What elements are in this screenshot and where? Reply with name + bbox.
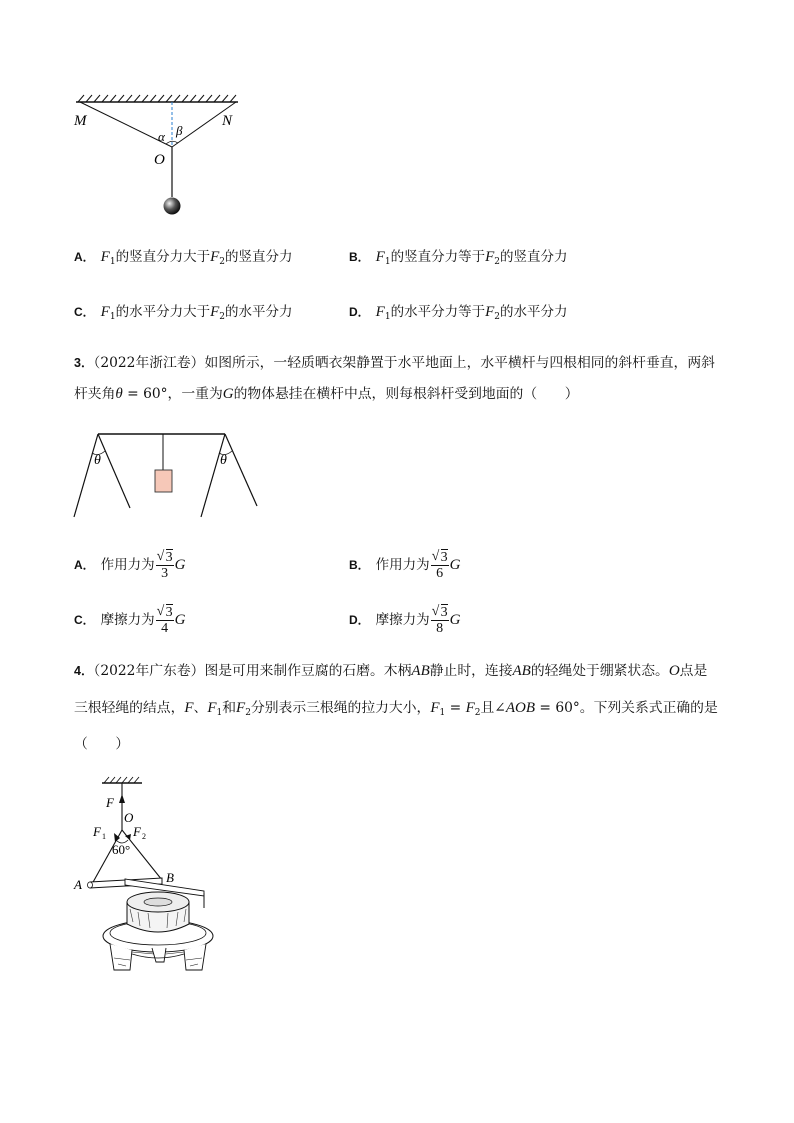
sub: 1 bbox=[384, 312, 391, 322]
question-text: 静止时，连接 bbox=[429, 663, 513, 679]
var-g: G bbox=[449, 557, 461, 573]
question-text: 的物体悬挂在横杆中点，则每根斜杆受到地面的（ ） bbox=[233, 386, 579, 402]
question-text: 且∠ bbox=[480, 700, 506, 716]
figure-suspended-ball bbox=[70, 92, 250, 222]
label-b: B bbox=[166, 870, 174, 885]
option-text: 的水平分力 bbox=[499, 304, 568, 320]
denominator: 6 bbox=[436, 566, 444, 581]
option-text: 的水平分力 bbox=[224, 304, 293, 320]
option-d[interactable] bbox=[349, 602, 461, 638]
label-f: F bbox=[106, 795, 114, 810]
var-f: F bbox=[184, 700, 194, 716]
fraction bbox=[156, 605, 174, 636]
sub: 1 bbox=[109, 312, 116, 322]
var-ab: AB bbox=[411, 663, 430, 679]
option-a[interactable] bbox=[74, 247, 292, 272]
figure-stone-mill bbox=[70, 776, 230, 981]
denominator: 4 bbox=[161, 621, 169, 636]
option-text: 的水平分力等于 bbox=[390, 304, 486, 320]
label-f1: F bbox=[93, 824, 101, 839]
option-text: 摩擦力为 bbox=[100, 612, 155, 628]
question-4-line-1 bbox=[74, 661, 724, 681]
label-a: A bbox=[74, 877, 82, 892]
option-c[interactable] bbox=[74, 602, 186, 638]
var-f: F bbox=[465, 700, 475, 716]
label-theta-left: θ bbox=[94, 453, 101, 468]
question-4-line-2 bbox=[74, 698, 724, 723]
var-o: O bbox=[668, 663, 680, 679]
var-f: F bbox=[485, 249, 495, 265]
option-text: 的竖直分力大于 bbox=[115, 249, 211, 265]
sub: 1 bbox=[439, 708, 446, 718]
var-f: F bbox=[375, 304, 385, 320]
label-f1-sub: 1 bbox=[102, 832, 106, 841]
option-letter: B． bbox=[349, 558, 370, 572]
fraction bbox=[431, 550, 449, 581]
option-letter: A． bbox=[74, 250, 95, 264]
label-o: O bbox=[124, 810, 134, 825]
var-g: G bbox=[222, 386, 234, 402]
question-text: 三根轻绳的结点， bbox=[74, 700, 185, 716]
question-number: 4． bbox=[74, 664, 94, 678]
sub: 2 bbox=[474, 708, 481, 718]
option-b[interactable] bbox=[349, 547, 461, 583]
var-f: F bbox=[100, 249, 110, 265]
question-number: 3． bbox=[74, 356, 94, 370]
label-f2-sub: 2 bbox=[142, 832, 146, 841]
var-f: F bbox=[210, 249, 220, 265]
var-f: F bbox=[236, 700, 246, 716]
question-text: 如图所示，一轻质晒衣架静置于水平地面上，水平横杆与四根相同的斜杆垂直，两斜 bbox=[204, 355, 715, 371]
var-ab: AB bbox=[512, 663, 531, 679]
denominator: 8 bbox=[436, 621, 444, 636]
question-text: = 60°。下列关系式正确的是 bbox=[535, 700, 718, 716]
hanging-object bbox=[155, 470, 172, 492]
option-letter: B． bbox=[349, 250, 370, 264]
label-f2: F bbox=[133, 824, 141, 839]
question-text: 点是 bbox=[679, 663, 708, 679]
var-f: F bbox=[207, 700, 217, 716]
sub: 2 bbox=[494, 257, 500, 267]
question-text: 分别表示三根绳的拉力大小， bbox=[250, 700, 431, 716]
var-f: F bbox=[100, 304, 110, 320]
radicand: 3 bbox=[165, 605, 173, 620]
question-source: （2022年广东卷） bbox=[93, 663, 205, 679]
label-angle: 60° bbox=[112, 842, 131, 857]
option-a[interactable] bbox=[74, 547, 186, 583]
option-text: 摩擦力为 bbox=[375, 612, 430, 628]
var-theta: θ bbox=[115, 386, 123, 402]
var-f: F bbox=[430, 700, 440, 716]
label-m: M bbox=[74, 113, 87, 129]
question-4-line-3 bbox=[74, 734, 724, 754]
question-3-line-2 bbox=[74, 384, 724, 404]
var-f: F bbox=[375, 249, 385, 265]
question-text: 的轻绳处于绷紧状态。 bbox=[530, 663, 669, 679]
option-b[interactable] bbox=[349, 247, 567, 272]
option-c[interactable] bbox=[74, 302, 292, 327]
sub: 2 bbox=[219, 257, 225, 267]
figure-clothes-rack bbox=[70, 426, 265, 522]
option-text: 作用力为 bbox=[375, 557, 430, 573]
sub: 1 bbox=[384, 257, 391, 267]
label-theta-right: θ bbox=[220, 453, 227, 468]
question-text: 、 bbox=[193, 700, 208, 716]
option-letter: A． bbox=[74, 558, 95, 572]
fraction bbox=[431, 605, 449, 636]
question-text: = bbox=[445, 700, 466, 716]
option-letter: D． bbox=[349, 613, 370, 627]
answer-blank: （ ） bbox=[74, 736, 130, 752]
radicand: 3 bbox=[440, 550, 448, 565]
question-source: （2022年浙江卷） bbox=[93, 355, 205, 371]
option-text: 的水平分力大于 bbox=[115, 304, 211, 320]
sub: 1 bbox=[109, 257, 116, 267]
sub: 2 bbox=[245, 708, 251, 718]
radicand: 3 bbox=[440, 605, 448, 620]
question-text: 杆夹角 bbox=[74, 386, 116, 402]
label-alpha: α bbox=[158, 129, 165, 144]
question-text: 和 bbox=[222, 700, 237, 716]
option-letter: C． bbox=[74, 613, 95, 627]
option-letter: C． bbox=[74, 305, 95, 319]
option-text: 的竖直分力 bbox=[224, 249, 293, 265]
var-f: F bbox=[210, 304, 220, 320]
question-text: 图是可用来制作豆腐的石磨。木柄 bbox=[204, 663, 412, 679]
sub: 2 bbox=[219, 312, 225, 322]
question-3-line-1 bbox=[74, 353, 724, 373]
option-text: 作用力为 bbox=[100, 557, 155, 573]
question-text: = 60°，一重为 bbox=[122, 386, 223, 402]
sub: 2 bbox=[494, 312, 500, 322]
option-text: 的竖直分力 bbox=[499, 249, 568, 265]
ball bbox=[164, 198, 181, 215]
option-text: 的竖直分力等于 bbox=[390, 249, 486, 265]
radicand: 3 bbox=[165, 550, 173, 565]
var-f: F bbox=[485, 304, 495, 320]
var-g: G bbox=[449, 612, 461, 628]
denominator: 3 bbox=[161, 566, 169, 581]
var-g: G bbox=[174, 557, 186, 573]
var-aob: AOB bbox=[505, 700, 535, 716]
label-n: N bbox=[222, 113, 233, 129]
option-letter: D． bbox=[349, 305, 370, 319]
label-o: O bbox=[154, 152, 165, 168]
var-g: G bbox=[174, 612, 186, 628]
fraction bbox=[156, 550, 174, 581]
label-beta: β bbox=[176, 123, 183, 138]
option-d[interactable] bbox=[349, 302, 567, 327]
sub: 1 bbox=[216, 708, 223, 718]
